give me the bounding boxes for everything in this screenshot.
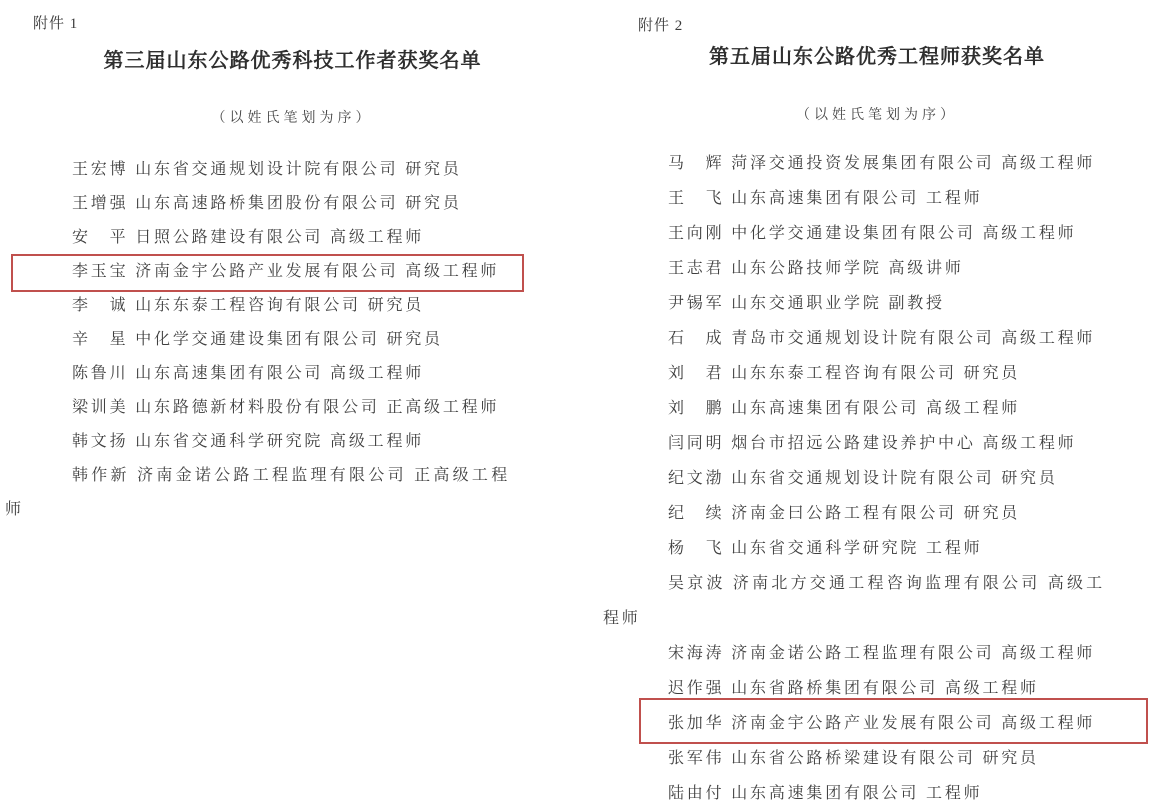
entry-name: 张加华 xyxy=(668,715,725,732)
entry-job-title: 工程师 xyxy=(926,190,983,207)
entry-name: 马 辉 xyxy=(668,155,725,172)
entry-org: 山东路德新材料股份有限公司 xyxy=(135,399,380,416)
entry-job-title: 高级工程师 xyxy=(330,229,425,246)
entry-org: 山东省交通规划设计院有限公司 xyxy=(731,470,995,487)
attachment-1-sort-note: （以姓氏笔划为序） xyxy=(211,111,374,126)
entry-org: 山东省路桥集团有限公司 xyxy=(731,680,939,697)
award-entry-row xyxy=(603,286,1105,321)
attachment-1-title: 第三届山东公路优秀科技工作者获奖名单 xyxy=(103,50,482,72)
award-entry-row xyxy=(603,531,1105,566)
award-entry-row xyxy=(603,426,1105,461)
award-entry-row xyxy=(603,216,1105,251)
award-entry-row xyxy=(603,741,1105,776)
entry-job-title: 研究员 xyxy=(386,331,443,348)
entry-name: 王宏博 xyxy=(72,161,129,178)
entry-name: 尹锡军 xyxy=(668,295,725,312)
entry-job-title: 研究员 xyxy=(405,195,462,212)
award-entry-row xyxy=(603,776,1105,811)
entry-org: 山东东泰工程咨询有限公司 xyxy=(135,297,361,314)
entry-name: 刘 鹏 xyxy=(668,400,725,417)
entry-job-title: 高级工程师 xyxy=(1001,645,1096,662)
entry-org: 山东省交通科学研究院 xyxy=(731,540,920,557)
award-entry-row xyxy=(5,425,510,459)
entry-org: 山东省交通科学研究院 xyxy=(135,433,324,450)
attachment-2-label: 附件 2 xyxy=(638,18,684,34)
entry-name: 陆由付 xyxy=(668,785,725,802)
entry-org: 日照公路建设有限公司 xyxy=(135,229,324,246)
entry-job-title: 工程师 xyxy=(926,785,983,802)
entry-name: 梁训美 xyxy=(72,399,129,416)
entry-name: 王志君 xyxy=(668,260,725,277)
entry-name: 韩作新 xyxy=(72,467,130,484)
entry-org: 济南金诺公路工程监理有限公司 xyxy=(137,467,407,484)
entry-job-title: 研究员 xyxy=(1001,470,1058,487)
entry-job-title: 高级工程师 xyxy=(405,263,500,280)
entry-org: 菏泽交通投资发展集团有限公司 xyxy=(731,155,995,172)
entry-name: 安 平 xyxy=(72,229,129,246)
award-entry-row xyxy=(5,391,510,425)
entry-name: 辛 星 xyxy=(72,331,129,348)
attachment-1-page xyxy=(0,0,585,802)
entry-job-title: 研究员 xyxy=(367,297,425,314)
entry-org: 山东省交通规划设计院有限公司 xyxy=(135,161,399,178)
entry-job-title: 工程师 xyxy=(926,540,983,557)
award-entry-row xyxy=(603,566,1105,636)
entry-job-title: 高级工程师 xyxy=(1001,330,1096,347)
entry-job-title: 高级工程师 xyxy=(944,680,1039,697)
entry-job-title: 正高级工程师 xyxy=(386,399,500,416)
award-entry-row xyxy=(5,357,510,391)
entry-job-title: 高级工程师 xyxy=(1001,155,1096,172)
entry-org: 济南金宇公路产业发展有限公司 xyxy=(731,715,995,732)
entry-name: 刘 君 xyxy=(668,365,725,382)
entry-org: 山东高速集团有限公司 xyxy=(731,400,920,417)
award-entry-row xyxy=(603,706,1105,741)
entry-job-title: 研究员 xyxy=(963,365,1021,382)
entry-job-title: 高级工程师 xyxy=(1001,715,1096,732)
attachment-2-award-list xyxy=(603,146,1105,811)
entry-job-title: 研究员 xyxy=(405,161,462,178)
entry-org: 山东交通职业学院 xyxy=(731,295,882,312)
entry-job-title: 高级工程师 xyxy=(982,225,1077,242)
entry-job-title: 正高级工程师 xyxy=(5,467,510,518)
entry-org: 济南金宇公路产业发展有限公司 xyxy=(135,263,399,280)
entry-name: 宋海涛 xyxy=(668,645,725,662)
entry-org: 烟台市招远公路建设养护中心 xyxy=(731,435,976,452)
entry-job-title: 高级工程师 xyxy=(982,435,1077,452)
award-entry-row xyxy=(603,461,1105,496)
entry-org: 山东东泰工程咨询有限公司 xyxy=(731,365,957,382)
entry-org: 山东高速路桥集团股份有限公司 xyxy=(135,195,399,212)
award-entry-row xyxy=(603,251,1105,286)
entry-org: 济南金曰公路工程有限公司 xyxy=(731,505,957,522)
entry-name: 杨 飞 xyxy=(668,540,725,557)
entry-name: 李玉宝 xyxy=(72,263,129,280)
award-entry-row xyxy=(603,146,1105,181)
award-entry-row xyxy=(5,459,510,527)
award-entry-row xyxy=(5,153,510,187)
entry-org: 山东省公路桥梁建设有限公司 xyxy=(731,750,976,767)
award-entry-row xyxy=(5,289,510,323)
entry-org: 济南金诺公路工程监理有限公司 xyxy=(731,645,995,662)
entry-org: 中化学交通建设集团有限公司 xyxy=(731,225,976,242)
entry-org: 山东高速集团有限公司 xyxy=(731,785,920,802)
entry-job-title: 高级工程师 xyxy=(926,400,1021,417)
entry-name: 迟作强 xyxy=(668,680,725,697)
award-entry-row xyxy=(5,187,510,221)
entry-job-title: 高级讲师 xyxy=(888,260,964,277)
attachment-2-title: 第五届山东公路优秀工程师获奖名单 xyxy=(709,46,1045,68)
entry-job-title: 高级工程师 xyxy=(330,365,425,382)
award-entry-row xyxy=(603,356,1105,391)
entry-name: 王向刚 xyxy=(668,225,725,242)
entry-name: 石 成 xyxy=(668,330,725,347)
award-entry-row xyxy=(603,496,1105,531)
attachment-1-award-list xyxy=(5,153,510,527)
entry-name: 王 飞 xyxy=(668,190,725,207)
award-entry-row xyxy=(603,181,1105,216)
award-entry-row xyxy=(5,255,510,289)
entry-org: 青岛市交通规划设计院有限公司 xyxy=(731,330,995,347)
entry-job-title: 高级工程师 xyxy=(603,575,1105,627)
entry-name: 陈鲁川 xyxy=(72,365,129,382)
award-entry-row xyxy=(603,636,1105,671)
entry-name: 张军伟 xyxy=(668,750,725,767)
entry-name: 闫同明 xyxy=(668,435,725,452)
attachment-2-sort-note: （以姓氏笔划为序） xyxy=(796,108,958,123)
entry-name: 李 诚 xyxy=(72,297,129,314)
entry-name: 王增强 xyxy=(72,195,129,212)
award-entry-row xyxy=(603,671,1105,706)
entry-org: 山东公路技师学院 xyxy=(731,260,882,277)
entry-job-title: 高级工程师 xyxy=(330,433,425,450)
entry-name: 纪 续 xyxy=(668,505,725,522)
entry-job-title: 副教授 xyxy=(888,295,945,312)
entry-name: 纪文渤 xyxy=(668,470,725,487)
entry-org: 济南北方交通工程咨询监理有限公司 xyxy=(732,575,1041,592)
entry-job-title: 研究员 xyxy=(963,505,1021,522)
entry-name: 韩文扬 xyxy=(72,433,129,450)
award-entry-row xyxy=(5,323,510,357)
entry-org: 山东高速集团有限公司 xyxy=(731,190,920,207)
entry-name: 吴京波 xyxy=(668,575,726,592)
entry-org: 山东高速集团有限公司 xyxy=(135,365,324,382)
award-entry-row xyxy=(603,321,1105,356)
award-entry-row xyxy=(603,391,1105,426)
entry-job-title: 研究员 xyxy=(982,750,1039,767)
award-entry-row xyxy=(5,221,510,255)
attachment-2-page xyxy=(585,0,1169,802)
entry-org: 中化学交通建设集团有限公司 xyxy=(135,331,380,348)
attachment-1-label: 附件 1 xyxy=(33,16,79,32)
